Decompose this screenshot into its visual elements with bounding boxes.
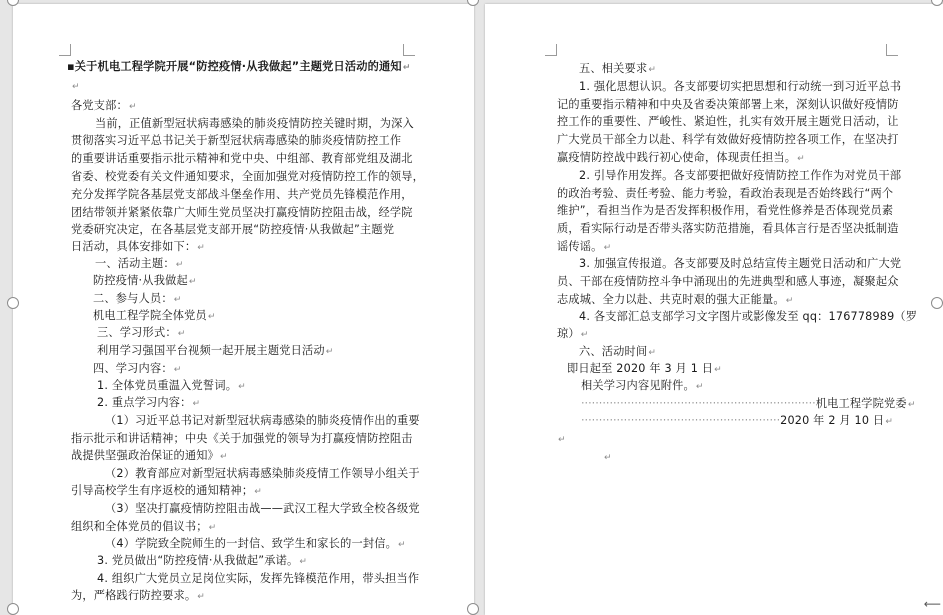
body-line: 的政治考验、责任考验、能力考验，看政治表现是否始终践行“两个 [557, 187, 894, 200]
body-line: 党委研究决定，在各基层党支部开展“防控疫情·从我做起”主题党 [71, 223, 395, 236]
resize-handle-bottom-left[interactable] [7, 603, 19, 615]
body-line: 3. 加强宣传报道。各支部要及时总结宣传主题党日活动和广大党 [579, 257, 902, 270]
section-heading: 四、学习内容：↵ [93, 362, 182, 375]
body-line: 4. 各支部汇总支部学习文字图片或影像发至 qq：176778989（罗 [579, 310, 918, 323]
empty-paragraph: ↵ [558, 435, 566, 445]
body-line: 琼）↵ [557, 327, 589, 340]
body-line: 省委、校党委有关文件通知要求，全面加强党对疫情防控工作的领导， [71, 170, 425, 183]
body-line: 团结带领并紧紧依靠广大师生党员坚决打赢疫情防控阻击战，经学院 [71, 206, 413, 219]
body-line: 员、干部在疫情防控斗争中涌现出的先进典型和感人事迹，凝聚起众 [557, 275, 899, 288]
body-line: 2. 引导作用发挥。各支部要把做好疫情防控工作作为对党员干部 [579, 169, 902, 182]
list-item: 1. 全体党员重温入党誓词。↵ [97, 379, 246, 392]
list-subitem: 战提供坚强政治保证的通知》↵ [71, 449, 228, 462]
list-item: 4. 组织广大党员立足岗位实际，发挥先锋模范作用，带头担当作 [97, 572, 420, 585]
scroll-arrow-icon[interactable]: ⟵ [923, 597, 941, 611]
list-subitem: 组织和全体党员的倡议书；↵ [71, 520, 217, 533]
section-body: 利用学习强国平台视频一起开展主题党日活动↵ [97, 344, 334, 357]
list-item: 2. 重点学习内容：↵ [97, 396, 201, 409]
body-line: 志成城、全力以赴、共克时艰的强大正能量。↵ [557, 293, 794, 306]
document-page-1[interactable] [13, 4, 474, 615]
section-heading: 二、参与人员：↵ [93, 292, 182, 305]
signature-date: ························································2020 年 2 月 10 日↵ [581, 414, 894, 427]
signature-org: ··································································机电工程学院党委↵ [581, 397, 916, 410]
section-body: 机电工程学院全体党员↵ [93, 309, 216, 322]
body-line: 当前，正值新型冠状病毒感染的肺炎疫情防控关键时期，为深入 [95, 117, 414, 130]
list-subitem: （2）教育部应对新型冠状病毒感染肺炎疫情工作领导小组关于 [105, 467, 420, 480]
body-line: 赢疫情防控战中践行初心使命，体现责任担当。↵ [557, 151, 805, 164]
section-body: 防控疫情·从我做起↵ [93, 274, 197, 287]
section-heading: 三、学习形式：↵ [97, 326, 186, 339]
section-body: 即日起至 2020 年 3 月 1 日↵ [567, 362, 722, 375]
list-item: 为，严格践行防控要求。↵ [71, 589, 206, 602]
margin-corner-mark [545, 44, 557, 56]
section-heading: 五、相关要求↵ [579, 62, 657, 75]
body-line: 控工作的重要性、严峻性、紧迫性，扎实有效开展主题党日活动，让 [557, 115, 899, 128]
greeting: 各党支部：↵ [71, 99, 137, 112]
list-subitem: （1）习近平总书记对新型冠状病毒感染的肺炎疫情作出的重要 [105, 414, 420, 427]
list-subitem: （4）学院致全院师生的一封信、致学生和家长的一封信。↵ [105, 537, 406, 550]
margin-corner-mark [403, 44, 415, 56]
list-subitem: （3）坚决打赢疫情防控阻击战——武汉工程大学致全校各级党 [105, 502, 420, 515]
section-heading: 六、活动时间↵ [579, 345, 657, 358]
resize-handle-middle-right[interactable] [931, 297, 943, 309]
margin-corner-mark [886, 44, 898, 56]
attachment-note: 相关学习内容见附件。↵ [581, 379, 704, 392]
body-line: 维护”，看担当作为是否发挥积极作用，看党性修养是否体现党员素 [557, 204, 894, 217]
body-line: 的重要讲话重要指示批示精神和党中央、中组部、教育部党组及湖北 [71, 152, 413, 165]
body-line: 日活动，具体安排如下：↵ [71, 240, 206, 253]
document-title: ▪关于机电工程学院开展“防控疫情·从我做起”主题党日活动的通知↵ [67, 60, 411, 73]
body-line: 贯彻落实习近平总书记关于新型冠状病毒感染的肺炎疫情防控工作 [71, 134, 402, 147]
list-subitem: 引导高校学生有序返校的通知精神；↵ [71, 484, 262, 497]
body-line: 质，看实际行动是否带头落实防范措施，看具体言行是否坚决抵制造 [557, 222, 899, 235]
body-line: 充分发挥学院各基层党支部战斗堡垒作用、共产党员先锋模范作用， [71, 188, 413, 201]
margin-corner-mark [59, 44, 71, 56]
body-line: 谣传谣。↵ [557, 240, 612, 253]
resize-handle-bottom-center[interactable] [467, 603, 479, 615]
empty-paragraph: ↵ [72, 82, 80, 92]
list-subitem: 指示批示和讲话精神；中央《关于加强党的领导为打赢疫情防控阻击 [71, 432, 413, 445]
resize-handle-middle-left[interactable] [7, 297, 19, 309]
body-line: 记的重要指示精神和中央及省委决策部署上来，深刻认识做好疫情防 [557, 98, 899, 111]
body-line: 1. 强化思想认识。各支部要切实把思想和行动统一到习近平总书 [579, 80, 902, 93]
body-line: 广大党员干部全力以赴、科学有效做好疫情防控各项工作，在坚决打 [557, 133, 899, 146]
document-page-2[interactable] [485, 4, 943, 615]
section-heading: 一、活动主题：↵ [95, 257, 184, 270]
list-item: 3. 党员做出“防控疫情·从我做起”承诺。↵ [97, 554, 308, 567]
empty-paragraph: ↵ [604, 453, 612, 463]
